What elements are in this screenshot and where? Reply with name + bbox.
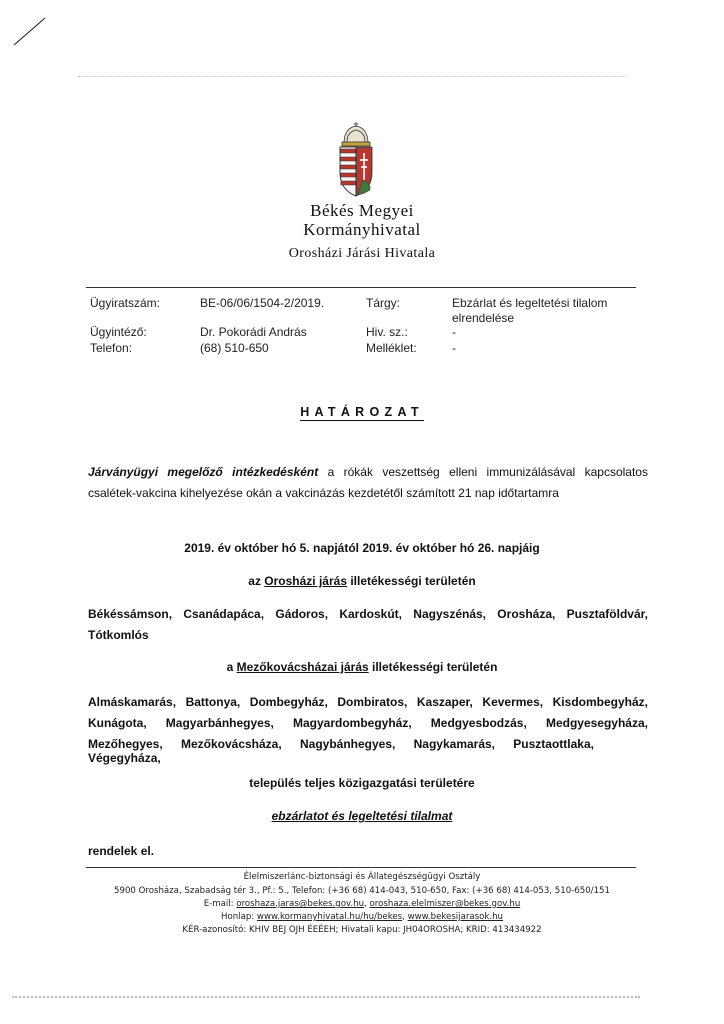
- scan-dotted-line-bottom: [12, 996, 640, 998]
- email-link-elelmiszer[interactable]: oroshaza.elelmiszer@bekes.gov.hu: [369, 899, 521, 909]
- towns-mezokovacshaza-line3: Mezőhegyes, Mezőkovácsháza, Nagybánhegyes, Nagykamarás, Pusztaottlaka, Végegyháza,: [88, 737, 594, 765]
- organization-name-line2: Kormányhivatal: [303, 220, 421, 239]
- attachment-label: Melléklet:: [366, 341, 417, 355]
- district-orosháza-heading: az Orosházi járás illetékességi területén: [248, 574, 476, 588]
- footer-department: Élelmiszerlánc-biztonsági és Állategészségügyi Osztály: [243, 872, 481, 882]
- district-mezokovacshaza-heading: a Mezőkovácsházai járás illetékességi területén: [226, 660, 498, 674]
- email-link-jaras[interactable]: oroshaza.jaras@bekes.gov.hu: [236, 899, 365, 909]
- subject-value-line1: Ebzárlat és legeltetési tilalom: [452, 296, 608, 310]
- case-number-label: Ügyiratszám:: [90, 296, 161, 310]
- organization-subunit: Orosházi Járási Hivatala: [288, 246, 436, 261]
- administrator-label: Ügyintéző:: [90, 325, 147, 339]
- footer-email: E-mail: oroshaza.jaras@bekes.gov.hu, oroshaza.elelmiszer@bekes.gov.hu: [203, 899, 521, 909]
- subject-label: Tárgy:: [366, 296, 401, 310]
- intro-line1: [88, 465, 648, 479]
- coat-of-arms-icon: [331, 120, 381, 198]
- scan-dotted-line-top: [78, 76, 626, 77]
- pen-stroke-mark: [10, 14, 50, 48]
- footer-identifiers: KÉR-azonosító: KHIV BEJ OJH ÉEÉEH; Hivatali kapu: JH04OROSHA; KRID: 413434922: [182, 925, 542, 935]
- date-range: 2019. év október hó 5. napjától 2019. év október hó 26. napjáig: [184, 541, 540, 555]
- towns-mezokovacshaza-line2: Kunágota, Magyarbánhegyes, Magyardombegyház, Medgyesbodzás, Medgyesegyháza,: [88, 716, 648, 730]
- phone-label: Telefon:: [90, 341, 133, 355]
- measure-statement: ebzárlatot és legeltetési tilalmat: [271, 809, 453, 823]
- footer-divider: [86, 867, 636, 868]
- towns-orosháza-line1: Békéssámson, Csanádapáca, Gádoros, Kardoskút, Nagyszénás, Orosháza, Pusztaföldvár,: [88, 607, 648, 621]
- closing-statement: rendelek el.: [88, 844, 155, 858]
- website-link-kormanyhivatal[interactable]: www.kormanyhivatal.hu/hu/bekes: [256, 912, 403, 922]
- intro-line2: csalétek-vakcina kihelyezése okán a vakcinázás kezdetétől számított 21 nap időtartamra: [88, 486, 559, 500]
- reference-number-value: -: [452, 325, 456, 339]
- subject-value-line2: elrendelése: [452, 311, 515, 325]
- scope-statement: település teljes közigazgatási területére: [249, 776, 475, 790]
- towns-mezokovacshaza-line1: Almáskamarás, Battonya, Dombegyház, Dombiratos, Kaszaper, Kevermes, Kisdombegyház,: [88, 695, 648, 709]
- organization-name-line1: Békés Megyei: [310, 201, 414, 220]
- website-link-bekesijarasok[interactable]: www.bekesijarasok.hu: [407, 912, 503, 922]
- reference-number-label: Hiv. sz.:: [366, 325, 408, 339]
- intro-emphasis: Járványügyi megelőző intézkedésként: [88, 465, 319, 479]
- mezokovacshaza-district-link: Mezőkovácsházai járás: [236, 660, 369, 674]
- phone-value: (68) 510-650: [200, 341, 269, 355]
- document-title: HATÁROZAT: [300, 405, 424, 419]
- footer-website: Honlap: www.kormanyhivatal.hu/hu/bekes, www.bekesijarasok.hu: [221, 912, 503, 922]
- attachment-value: -: [452, 341, 456, 355]
- administrator-value: Dr. Pokorádi András: [200, 325, 307, 339]
- intro-rest: a rókák veszettség elleni immunizálásával kapcsolatos: [318, 465, 648, 479]
- header-divider: [86, 287, 636, 288]
- case-number-value: BE-06/06/1504-2/2019.: [200, 296, 325, 310]
- towns-orosháza-line2: Tótkomlós: [88, 628, 149, 642]
- footer-address: 5900 Orosháza, Szabadság tér 3., Pf.: 5., Telefon: (+36 68) 414-043, 510-650, Fax: (+36 68) 414-053, 510-650/151: [114, 886, 610, 896]
- orosháza-district-link: Orosházi járás: [264, 574, 347, 588]
